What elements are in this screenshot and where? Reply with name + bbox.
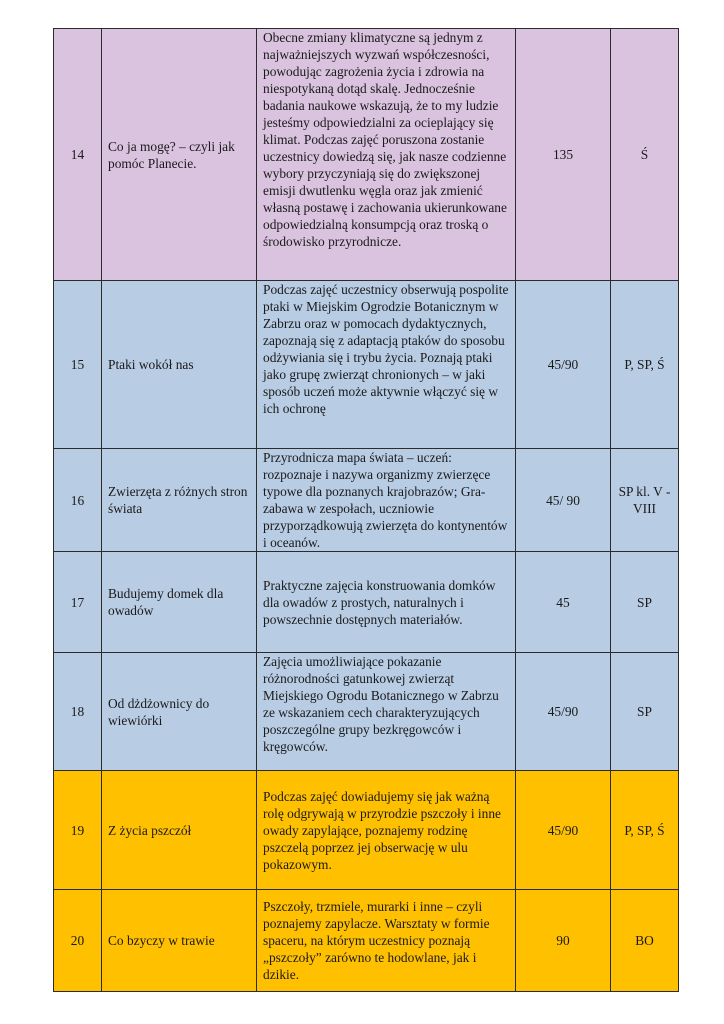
activity-duration: 45/ 90 [516, 449, 611, 552]
row-number: 16 [54, 449, 102, 552]
activity-description: Przyrodnicza mapa świata – uczeń: rozpoznaje i nazywa organizmy zwierzęce typowe dla poznanych krajobrazów; Gra-zabawa w zespołach, uczniowie przyporządkowują zwierzęta do kontynentów i oceanów. [257, 449, 516, 552]
activity-title: Od dżdżownicy do wiewiórki [102, 653, 257, 771]
activity-title: Ptaki wokół nas [102, 281, 257, 449]
table-row [54, 653, 679, 771]
activity-duration: 45 [516, 552, 611, 653]
activity-description: Podczas zajęć uczestnicy obserwują pospolite ptaki w Miejskim Ogrodzie Botanicznym w Zabrzu oraz w pomocach dydaktycznych, zapoznają się z adaptacją ptaków do sposobu odżywiania się i trybu życia. Poznają ptaki jako grupę zwierząt chronionych – w jaki sposób uczeń może aktywnie włączyć się w ich ochronę [257, 281, 516, 449]
activity-level: P, SP, Ś [611, 281, 679, 449]
activity-description: Obecne zmiany klimatyczne są jednym z najważniejszych wyzwań współczesności, powodując zagrożenia życia i zdrowia na niespotykaną dotąd skalę. Jednocześnie badania naukowe wskazują, że to my ludzie jesteśmy odpowiedzialni za ocieplający się klimat. Podczas zajęć poruszona zostanie uczestnicy dowiedzą się, jak nasze codzienne wybory przyczyniają się do zwiększonej emisji dwutlenku węgla oraz jak zmienić własną postawę i zachowania ukierunkowane odpowiedzialną konsumpcją oraz troską o środowisko przyrodnicze. [257, 29, 516, 281]
row-number: 20 [54, 890, 102, 992]
activity-level: Ś [611, 29, 679, 281]
activity-title: Budujemy domek dla owadów [102, 552, 257, 653]
activity-title: Co bzyczy w trawie [102, 890, 257, 992]
table-row [54, 29, 679, 281]
row-number: 19 [54, 771, 102, 890]
activity-level: P, SP, Ś [611, 771, 679, 890]
activity-description: Praktyczne zajęcia konstruowania domków dla owadów z prostych, naturalnych i powszechnie dostępnych materiałów. [257, 552, 516, 653]
activity-description: Podczas zajęć dowiadujemy się jak ważną rolę odgrywają w przyrodzie pszczoły i inne owady zapylające, poznajemy rodzinę pszczelą poprzez jej obserwację w ulu pokazowym. [257, 771, 516, 890]
activity-title: Z życia pszczół [102, 771, 257, 890]
activity-level: SP [611, 653, 679, 771]
table-row [54, 552, 679, 653]
activities-table [53, 28, 679, 992]
activity-level: SP [611, 552, 679, 653]
activity-duration: 45/90 [516, 771, 611, 890]
row-number: 17 [54, 552, 102, 653]
row-number: 15 [54, 281, 102, 449]
activity-duration: 45/90 [516, 281, 611, 449]
activity-level: BO [611, 890, 679, 992]
activity-duration: 45/90 [516, 653, 611, 771]
activity-description: Zajęcia umożliwiające pokazanie różnorodności gatunkowej zwierząt Miejskiego Ogrodu Botanicznego w Zabrzu ze wskazaniem cech charakteryzujących poszczególne grupy bezkręgowców i kręgowców. [257, 653, 516, 771]
activity-duration: 135 [516, 29, 611, 281]
row-number: 14 [54, 29, 102, 281]
activity-title: Zwierzęta z różnych stron świata [102, 449, 257, 552]
table-row [54, 449, 679, 552]
activity-duration: 90 [516, 890, 611, 992]
table-row [54, 890, 679, 992]
activity-description: Pszczoły, trzmiele, murarki i inne – czyli poznajemy zapylacze. Warsztaty w formie spaceru, na którym uczestnicy poznają „pszczoły” zarówno te hodowlane, jak i dzikie. [257, 890, 516, 992]
activity-title: Co ja mogę? – czyli jak pomóc Planecie. [102, 29, 257, 281]
activity-level: SP kl. V - VIII [611, 449, 679, 552]
table-row [54, 771, 679, 890]
table-row [54, 281, 679, 449]
row-number: 18 [54, 653, 102, 771]
